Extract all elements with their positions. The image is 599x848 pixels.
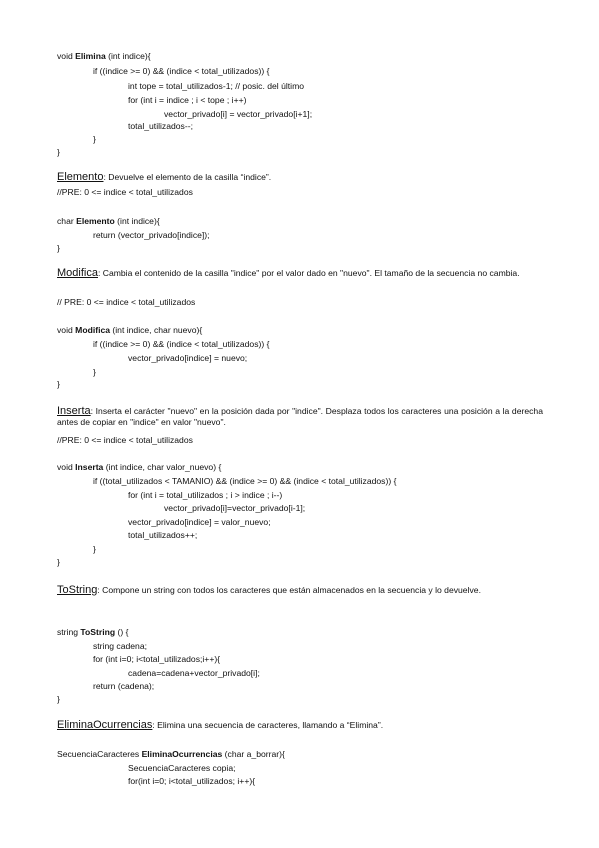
- section-title: ToString: [57, 584, 98, 596]
- section-description: : Elimina una secuencia de caracteres, llamando a “Elimina”.: [152, 720, 384, 730]
- code-line: }: [93, 367, 96, 377]
- section-title: EliminaOcurrencias: [57, 719, 153, 731]
- code-line: }: [93, 544, 96, 554]
- tostring-signature: [57, 627, 128, 638]
- section-title: Inserta: [57, 405, 91, 417]
- return-type: string: [57, 627, 81, 637]
- code-line: string cadena;: [93, 641, 147, 651]
- section-description: : Inserta el carácter "nuevo" en la posición dada por "indice". Desplaza todos los caracteres una posición a la derecha antes de copiar en "indice" en valor "nuevo".: [57, 406, 543, 427]
- modifica-signature: [57, 325, 202, 336]
- code-line: }: [57, 379, 60, 389]
- method-name: EliminaOcurrencias: [141, 749, 223, 759]
- return-type: void: [57, 325, 76, 335]
- code-line: for(int i=0; i<total_utilizados; i++){: [128, 776, 256, 786]
- section-heading-tostring: [57, 585, 543, 596]
- code-line: vector_privado[i]=vector_privado[i-1];: [164, 503, 306, 513]
- code-line: vector_privado[i] = vector_privado[i+1];: [164, 109, 313, 119]
- code-line: total_utilizados--;: [128, 121, 193, 131]
- code-line: }: [57, 243, 60, 253]
- code-line: total_utilizados++;: [128, 530, 198, 540]
- params: () {: [115, 627, 129, 637]
- section-heading-inserta: [57, 406, 543, 428]
- params: (int indice, char valor_nuevo) {: [103, 462, 222, 472]
- return-type: char: [57, 216, 77, 226]
- precondition: // PRE: 0 <= indice < total_utilizados: [57, 297, 196, 307]
- code-line: for (int i = total_utilizados ; i > indice ; i--): [128, 490, 283, 500]
- method-name: Elimina: [75, 51, 106, 61]
- code-line: vector_privado[indice] = valor_nuevo;: [128, 517, 271, 527]
- params: (int indice){: [114, 216, 160, 226]
- precondition: //PRE: 0 <= indice < total_utilizados: [57, 187, 193, 197]
- method-name: Inserta: [75, 462, 104, 472]
- code-line: for (int i = indice ; i < tope ; i++): [128, 95, 247, 105]
- code-line: }: [57, 147, 60, 157]
- inserta-signature: [57, 462, 221, 473]
- method-name: Modifica: [75, 325, 111, 335]
- code-line: if ((total_utilizados < TAMANIO) && (indice >= 0) && (indice < total_utilizados)) {: [93, 476, 397, 486]
- method-name: ToString: [80, 627, 116, 637]
- eliminaocurrencias-signature: [57, 749, 285, 760]
- code-line: if ((indice >= 0) && (indice < total_utilizados)) {: [93, 339, 270, 349]
- return-type: void: [57, 462, 76, 472]
- code-line: cadena=cadena+vector_privado[i];: [128, 668, 260, 678]
- section-description: : Compone un string con todos los caracteres que están almacenados en la secuencia y lo devuelve.: [97, 585, 481, 595]
- code-line: for (int i=0; i<total_utilizados;i++){: [93, 654, 221, 664]
- code-line: }: [93, 134, 96, 144]
- code-line: }: [57, 694, 60, 704]
- precondition: //PRE: 0 <= indice < total_utilizados: [57, 435, 193, 445]
- section-heading-eliminaocurrencias: [57, 720, 383, 731]
- params: (char a_borrar){: [222, 749, 285, 759]
- return-type: void: [57, 51, 76, 61]
- code-line: return (vector_privado[indice]);: [93, 230, 210, 240]
- section-heading-modifica: [57, 268, 543, 279]
- section-description: : Devuelve el elemento de la casilla “indice”.: [103, 172, 272, 182]
- method-name: Elemento: [76, 216, 115, 226]
- code-line: }: [57, 557, 60, 567]
- section-title: Modifica: [57, 267, 98, 279]
- code-line: vector_privado[indice] = nuevo;: [128, 353, 248, 363]
- params: (int indice, char nuevo){: [110, 325, 203, 335]
- code-line: return (cadena);: [93, 681, 155, 691]
- elimina-signature: [57, 51, 151, 62]
- section-title: Elemento: [57, 171, 104, 183]
- params: (int indice){: [105, 51, 151, 61]
- elemento-signature: [57, 216, 160, 227]
- code-line: SecuenciaCaracteres copia;: [128, 763, 236, 773]
- code-line: if ((indice >= 0) && (indice < total_utilizados)) {: [93, 66, 270, 76]
- return-type: SecuenciaCaracteres: [57, 749, 142, 759]
- code-line: int tope = total_utilizados-1; // posic. del último: [128, 81, 305, 91]
- section-description: : Cambia el contenido de la casilla "indice" por el valor dado en "nuevo". El tamaño de la secuencia no cambia.: [97, 268, 520, 278]
- section-heading-elemento: [57, 172, 271, 183]
